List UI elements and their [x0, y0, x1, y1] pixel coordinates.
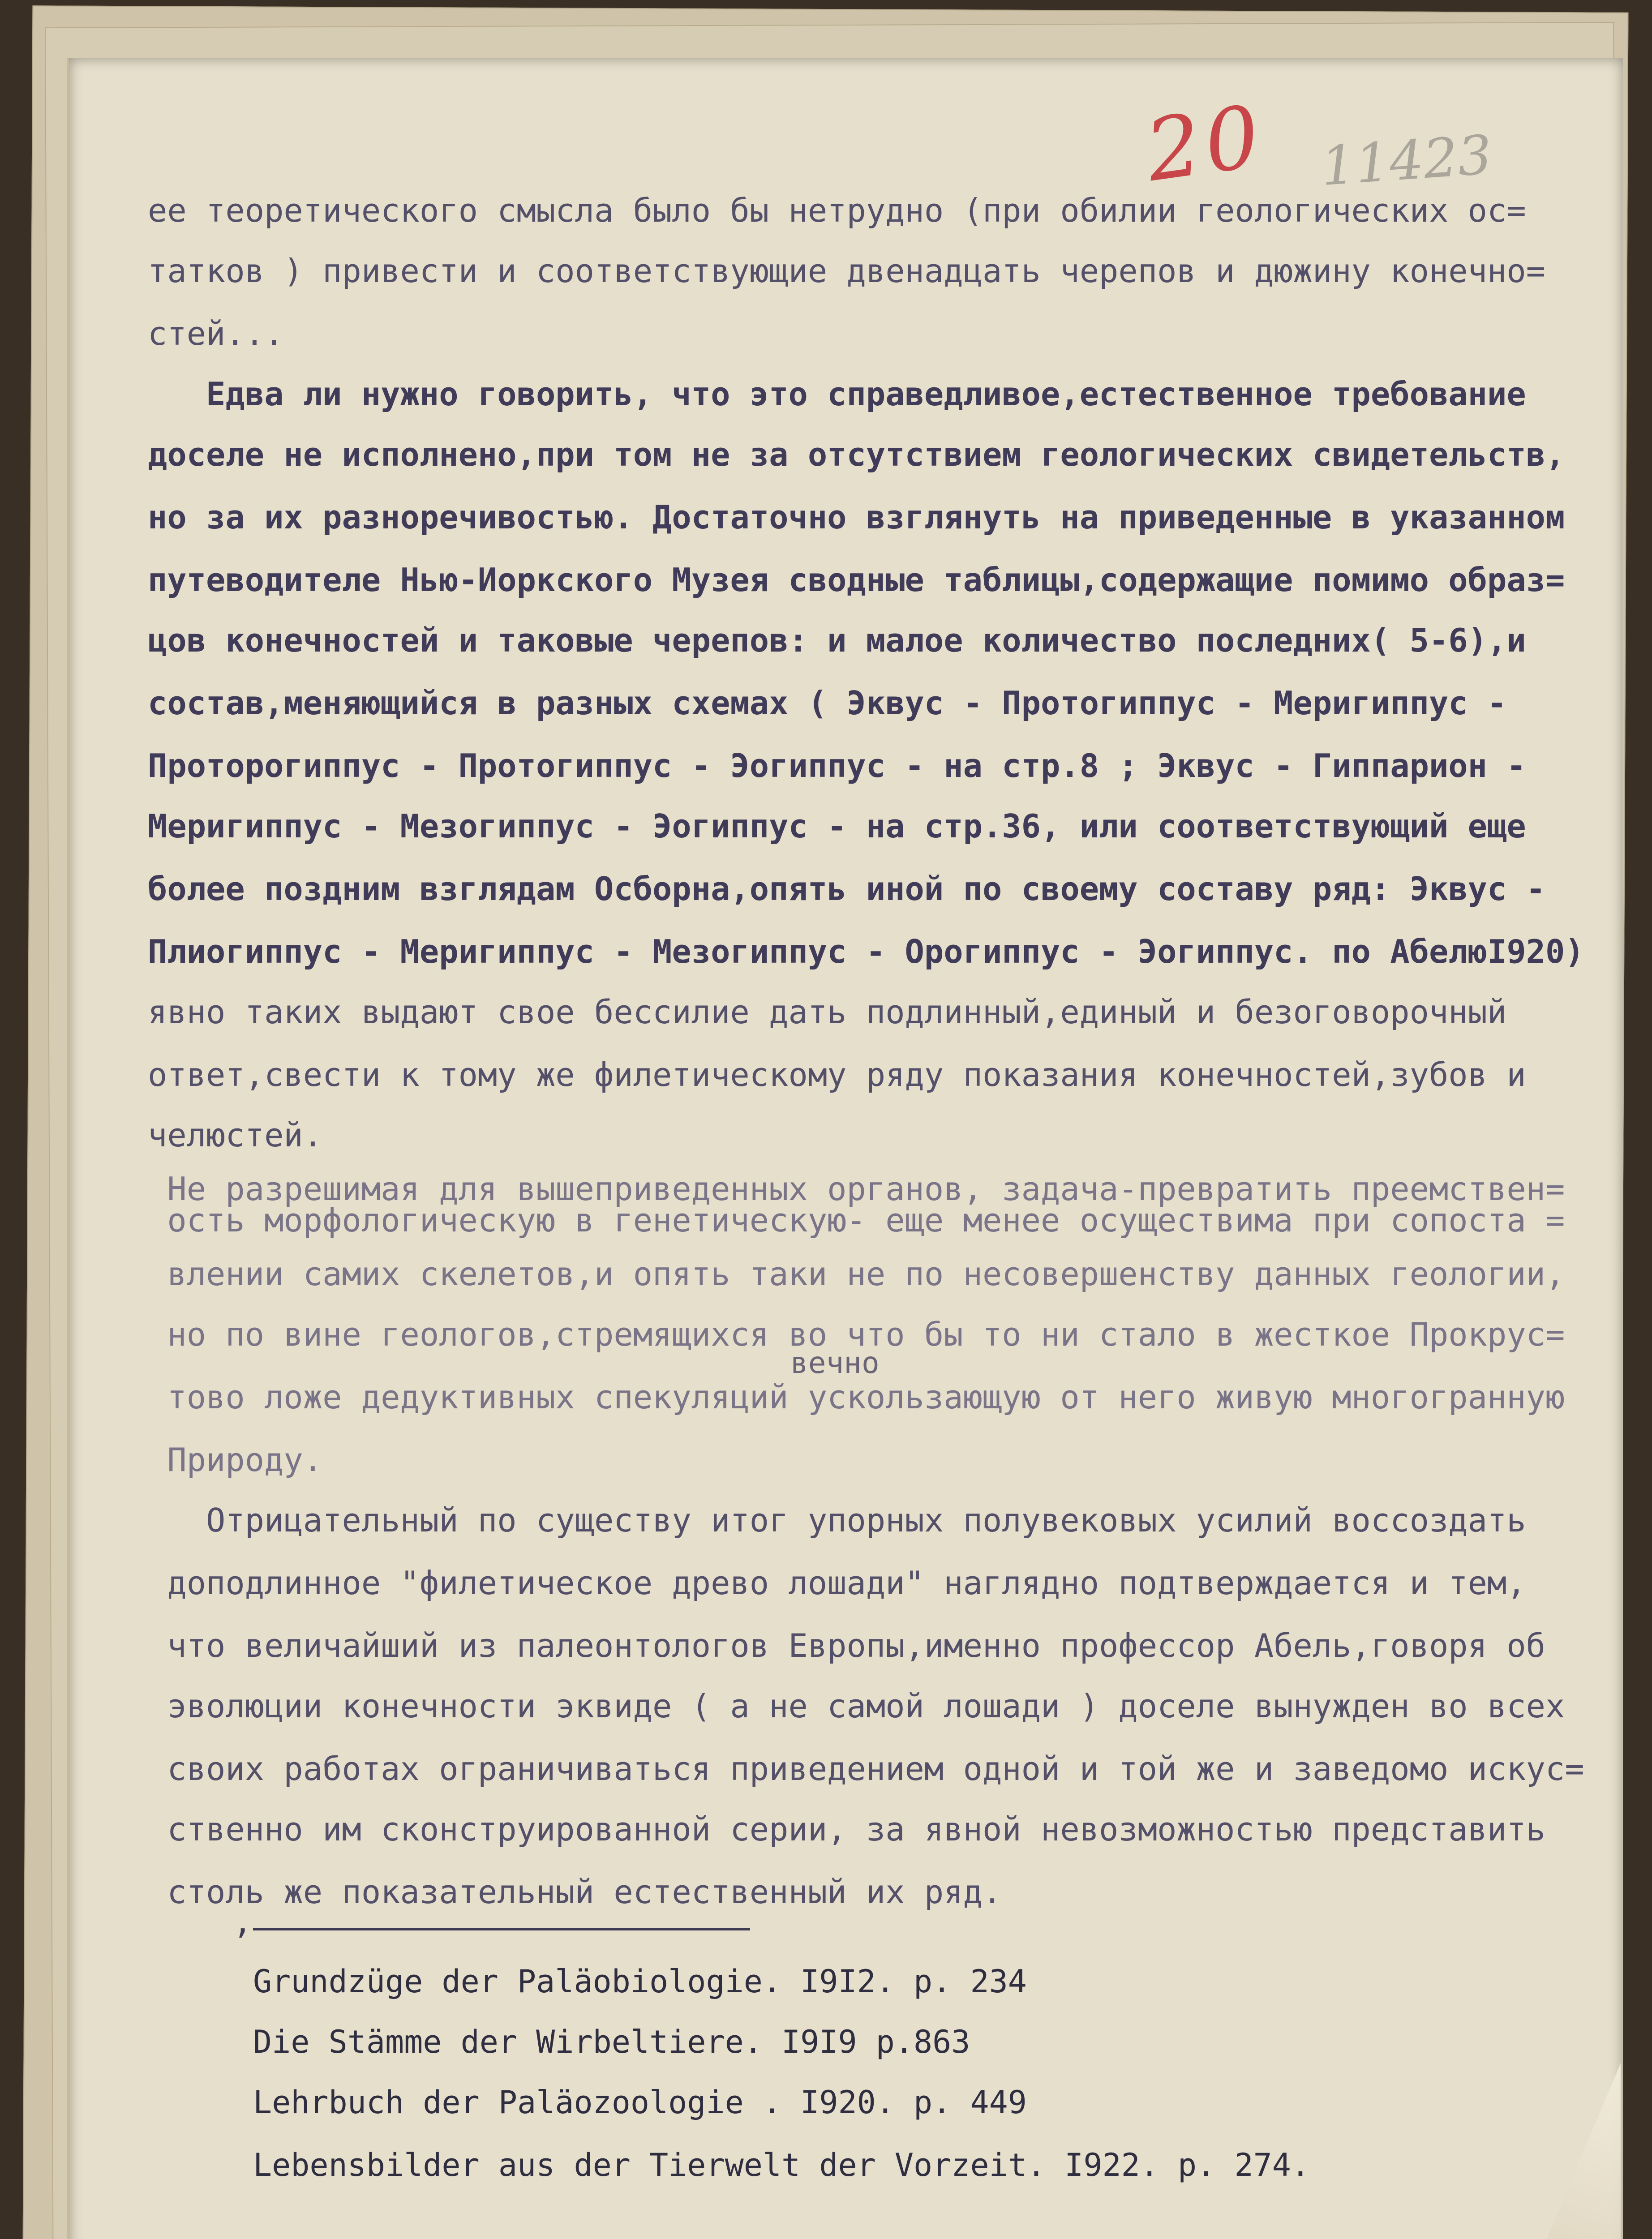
text-line: явно таких выдают свое бессилие дать подлинный,единый и безоговорочный	[148, 993, 1507, 1031]
text-line: Меригиппус - Мезогиппус - Эогиппус - на стр.36, или соответствующий еще	[148, 807, 1526, 845]
text-line: доподлинное "филетическое древо лошади" наглядно подтверждается и тем,	[148, 1564, 1526, 1602]
text-line: что величайший из палеонтологов Европы,именно профессор Абель,говоря об	[148, 1627, 1546, 1664]
text-line: Отрицательный по существу итог упорных полувековых усилий воссоздать	[148, 1501, 1526, 1539]
text-line: но по вине геологов,стремящихся во что бы то ни стало в жесткое Прокрус=	[148, 1316, 1565, 1353]
footnote-mark: ,	[233, 1903, 253, 1941]
text-line: цов конечностей и таковые черепов: и малое количество последних( 5-6),и	[148, 622, 1526, 659]
text-line: ответ,свести к тому же филетическому ряду показания конечностей,зубов и	[148, 1056, 1526, 1094]
text-line: но за их разноречивостью. Достаточно взглянуть на приведенные в указанном	[148, 498, 1565, 536]
pencil-archive-note: 11423	[1319, 124, 1494, 198]
text-line: челюстей.	[148, 1116, 323, 1154]
text-line: влении самих скелетов,и опять таки не по несовершенству данных геологии,	[148, 1255, 1565, 1293]
text-line: ее теоретического смысла было бы нетрудно (при обилии геологических ос=	[148, 192, 1526, 229]
text-line: состав,меняющийся в разных схемах ( Эквус - Протогиппус - Меригиппус -	[148, 684, 1507, 722]
text-line: Природу.	[148, 1441, 323, 1479]
footnote-separator	[253, 1928, 750, 1930]
footnote-entry: Lehrbuch der Paläozoologie . I920. p. 449	[253, 2084, 1027, 2121]
handwritten-page-number: 20	[1140, 86, 1270, 201]
text-line: доселе не исполнено,при том не за отсутствием геологических свидетельств,	[148, 436, 1565, 473]
text-line: Проторогиппус - Протогиппус - Эогиппус - на стр.8 ; Эквус - Гиппарион -	[148, 747, 1526, 785]
text-line: ость морфологическую в генетическую- еще менее осуществима при сопоста =	[148, 1201, 1565, 1239]
text-line: стей...	[148, 315, 284, 352]
text-line: эволюции конечности эквиде ( а не самой лошади ) доселе вынужден во всех	[148, 1687, 1565, 1725]
text-line: своих работах ограничиваться приведением одной и той же и заведомо искус=	[148, 1750, 1584, 1788]
text-line: более поздним взглядам Осборна,опять иной по своему составу ряд: Эквус -	[148, 870, 1546, 908]
text-line: Плиогиппус - Меригиппус - Мезогиппус - Орогиппус - Эогиппус. по АбелюI920)	[148, 933, 1584, 970]
footnote-entry: Die Stämme der Wirbeltiere. I9I9 p.863	[253, 2024, 970, 2060]
interlinear-insertion: вечно	[790, 1346, 880, 1380]
text-line: тово ложе дедуктивных спекуляций ускользающую от него живую многогранную	[148, 1378, 1565, 1416]
text-line: Едва ли нужно говорить, что это справедливое,естественное требование	[148, 375, 1526, 413]
text-line: столь же показательный естественный их ряд.	[148, 1873, 1002, 1911]
footnote-entry: Lebensbilder aus der Tierwelt der Vorzeit. I922. p. 274.	[253, 2147, 1310, 2183]
text-line: ственно им сконструированной серии, за явной невозможностью представить	[148, 1810, 1546, 1848]
text-line: путеводителе Нью-Иоркского Музея сводные таблицы,содержащие помимо образ=	[148, 561, 1565, 599]
text-line: Не разрешимая для вышеприведенных органов, задача-превратить преемствен=	[148, 1170, 1565, 1208]
text-line: татков ) привести и соответствующие двенадцать черепов и дюжину конечно=	[148, 252, 1546, 290]
footnote-entry: Grundzüge der Paläobiologie. I9I2. p. 234	[253, 1963, 1027, 2000]
